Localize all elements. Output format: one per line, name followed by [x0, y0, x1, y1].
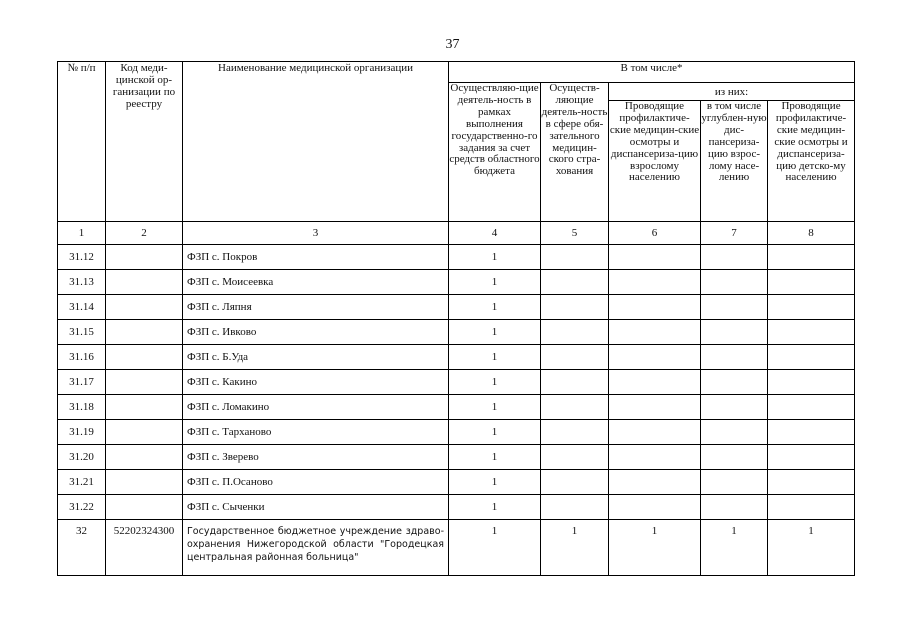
- row-col5: [541, 245, 609, 270]
- row-col5: [541, 270, 609, 295]
- row-col7: [701, 245, 768, 270]
- row-col5: [541, 395, 609, 420]
- row-col6: [609, 295, 701, 320]
- table-row: [58, 495, 855, 520]
- row-organization-name: ФЗП с. Какино: [183, 370, 449, 395]
- column-number: 7: [701, 222, 768, 245]
- row-organization-name: ФЗП с. Ляпня: [183, 295, 449, 320]
- row-number: 31.21: [58, 470, 106, 495]
- row-col4: 1: [449, 470, 541, 495]
- row-col6: [609, 345, 701, 370]
- table-row: [58, 520, 855, 576]
- row-col5: [541, 295, 609, 320]
- header-of-them: из них:: [609, 83, 855, 101]
- row-code: [106, 370, 183, 395]
- row-col8: [768, 470, 855, 495]
- row-col6: [609, 445, 701, 470]
- column-number: 2: [106, 222, 183, 245]
- row-number: 31.14: [58, 295, 106, 320]
- row-col6: [609, 270, 701, 295]
- table-row: [58, 370, 855, 395]
- column-number: 4: [449, 222, 541, 245]
- medical-organizations-table: [57, 61, 855, 576]
- row-col4: 1: [449, 445, 541, 470]
- row-col4: 1: [449, 320, 541, 345]
- table-row: [58, 420, 855, 445]
- row-col6: 1: [609, 520, 701, 576]
- row-col6: [609, 420, 701, 445]
- row-col8: [768, 495, 855, 520]
- row-number: 31.13: [58, 270, 106, 295]
- row-col5: [541, 470, 609, 495]
- row-col7: [701, 495, 768, 520]
- row-organization-name: ФЗП с. Ломакино: [183, 395, 449, 420]
- header-code: Код меди-цинской ор-ганизации по реестру: [106, 62, 183, 222]
- row-col5: [541, 420, 609, 445]
- row-col5: [541, 370, 609, 395]
- row-code: [106, 320, 183, 345]
- row-col5: [541, 320, 609, 345]
- row-organization-name: ФЗП с. Моисеевка: [183, 270, 449, 295]
- row-number: 32: [58, 520, 106, 576]
- table-row: [58, 395, 855, 420]
- row-col4: 1: [449, 395, 541, 420]
- table-row: [58, 345, 855, 370]
- row-col7: [701, 470, 768, 495]
- row-organization-name: Государственное бюджетное учреждение здраво-охранения Нижегородской области "Городецкая центральная районная больница": [183, 520, 449, 576]
- row-col4: 1: [449, 420, 541, 445]
- header-name: Наименование медицинской организации: [183, 62, 449, 222]
- row-number: 31.20: [58, 445, 106, 470]
- row-col8: [768, 445, 855, 470]
- row-col4: 1: [449, 520, 541, 576]
- row-number: 31.15: [58, 320, 106, 345]
- column-number: 8: [768, 222, 855, 245]
- row-col5: [541, 495, 609, 520]
- row-col7: [701, 345, 768, 370]
- row-col5: [541, 445, 609, 470]
- table-row: [58, 295, 855, 320]
- row-number: 31.19: [58, 420, 106, 445]
- row-code: [106, 395, 183, 420]
- row-col8: [768, 245, 855, 270]
- column-number: 5: [541, 222, 609, 245]
- row-col4: 1: [449, 295, 541, 320]
- row-number: 31.16: [58, 345, 106, 370]
- row-col8: [768, 395, 855, 420]
- row-col6: [609, 370, 701, 395]
- row-organization-name: ФЗП с. Тарханово: [183, 420, 449, 445]
- row-col5: [541, 345, 609, 370]
- row-col8: [768, 295, 855, 320]
- row-code: [106, 495, 183, 520]
- row-col7: [701, 270, 768, 295]
- row-code: [106, 470, 183, 495]
- row-number: 31.12: [58, 245, 106, 270]
- row-col7: [701, 320, 768, 345]
- row-col7: [701, 295, 768, 320]
- row-code: [106, 270, 183, 295]
- header-including: В том числе*: [449, 62, 855, 83]
- row-col4: 1: [449, 370, 541, 395]
- row-organization-name: ФЗП с. Зверево: [183, 445, 449, 470]
- row-col7: [701, 445, 768, 470]
- row-number: 31.18: [58, 395, 106, 420]
- row-col8: 1: [768, 520, 855, 576]
- row-col8: [768, 420, 855, 445]
- row-number: 31.17: [58, 370, 106, 395]
- page-number: 37: [445, 37, 460, 52]
- row-col4: 1: [449, 495, 541, 520]
- row-col6: [609, 245, 701, 270]
- column-numbers-row: [58, 222, 855, 245]
- row-col8: [768, 370, 855, 395]
- row-code: [106, 245, 183, 270]
- row-col8: [768, 320, 855, 345]
- header-num: № п/п: [58, 62, 106, 222]
- row-col6: [609, 395, 701, 420]
- table-row: [58, 470, 855, 495]
- column-number: 6: [609, 222, 701, 245]
- header-col4: Осуществляю-щие деятель-ность в рамках выполнения государственно-го задания за счет средств областного бюджета: [449, 83, 541, 222]
- column-number: 1: [58, 222, 106, 245]
- row-col5: 1: [541, 520, 609, 576]
- row-code: 52202324300: [106, 520, 183, 576]
- row-col8: [768, 270, 855, 295]
- table-row: [58, 445, 855, 470]
- header-col7: в том числе углублен-ную дис-пансериза-цию взрос-лому насе-лению: [701, 101, 768, 222]
- row-col4: 1: [449, 245, 541, 270]
- column-number: 3: [183, 222, 449, 245]
- header-col6: Проводящие профилактиче-ские медицин-ские осмотры и диспансериза-цию взрослому населению: [609, 101, 701, 222]
- table-row: [58, 270, 855, 295]
- row-organization-name: ФЗП с. П.Осаново: [183, 470, 449, 495]
- row-code: [106, 445, 183, 470]
- row-organization-name: ФЗП с. Б.Уда: [183, 345, 449, 370]
- row-col6: [609, 320, 701, 345]
- table-row: [58, 320, 855, 345]
- row-organization-name: ФЗП с. Сыченки: [183, 495, 449, 520]
- row-organization-name: ФЗП с. Покров: [183, 245, 449, 270]
- row-col8: [768, 345, 855, 370]
- row-col7: [701, 395, 768, 420]
- row-number: 31.22: [58, 495, 106, 520]
- row-col6: [609, 470, 701, 495]
- table-row: [58, 245, 855, 270]
- row-col4: 1: [449, 345, 541, 370]
- header-col5: Осуществ-ляющие деятель-ность в сфере обя-зательного медицин-ского стра-хования: [541, 83, 609, 222]
- row-col7: [701, 420, 768, 445]
- row-col4: 1: [449, 270, 541, 295]
- header-col8: Проводящие профилактиче-ские медицин-ские осмотры и диспансериза-цию детско-му населению: [768, 101, 855, 222]
- row-organization-name: ФЗП с. Ивково: [183, 320, 449, 345]
- row-code: [106, 420, 183, 445]
- row-col7: 1: [701, 520, 768, 576]
- row-code: [106, 295, 183, 320]
- row-code: [106, 345, 183, 370]
- row-col6: [609, 495, 701, 520]
- row-col7: [701, 370, 768, 395]
